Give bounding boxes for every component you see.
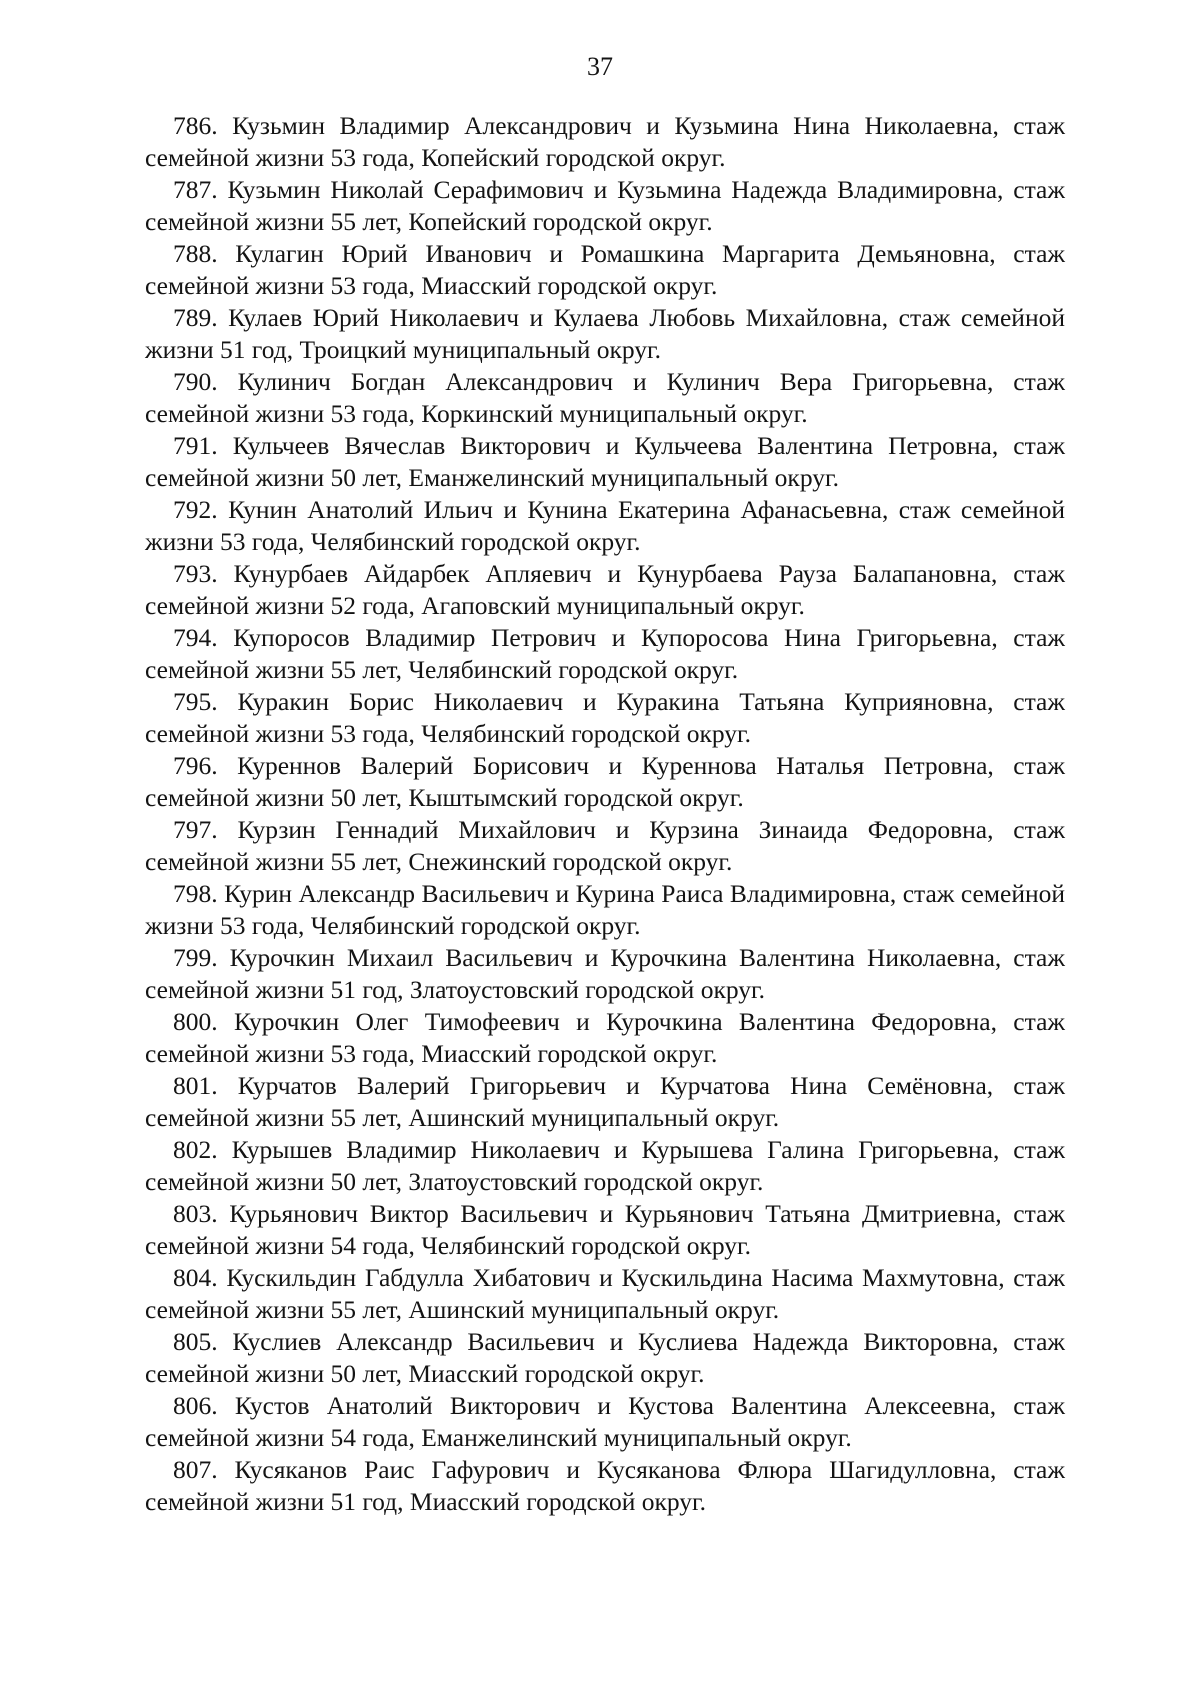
entry-text: Кускильдин Габдулла Хибатович и Кускильдина Насима Махмутовна, стаж семейной жизни 55 лет, Ашинский муниципальный округ. — [145, 1263, 1065, 1324]
entry-number: 806. — [173, 1391, 218, 1420]
entry-number: 791. — [173, 431, 218, 460]
entry-number: 789. — [173, 303, 218, 332]
list-item — [145, 1454, 1065, 1518]
entry-text: Кузьмин Владимир Александрович и Кузьмина Нина Николаевна, стаж семейной жизни 53 года, Копейский городской округ. — [145, 111, 1065, 172]
entry-number: 794. — [173, 623, 218, 652]
list-item — [145, 558, 1065, 622]
entry-text: Кузьмин Николай Серафимович и Кузьмина Надежда Владимировна, стаж семейной жизни 55 лет, Копейский городской округ. — [145, 175, 1065, 236]
list-item — [145, 366, 1065, 430]
list-item — [145, 878, 1065, 942]
list-item — [145, 174, 1065, 238]
entry-number: 787. — [173, 175, 218, 204]
list-item — [145, 1070, 1065, 1134]
list-item — [145, 686, 1065, 750]
entry-text: Курьянович Виктор Васильевич и Курьянович Татьяна Дмитриевна, стаж семейной жизни 54 года, Челябинский городской округ. — [145, 1199, 1066, 1260]
list-item — [145, 1326, 1065, 1390]
list-item — [145, 302, 1065, 366]
entry-text: Кустов Анатолий Викторович и Кустова Валентина Алексеевна, стаж семейной жизни 54 года, Еманжелинский муниципальный округ. — [145, 1391, 1065, 1452]
entry-number: 798. — [173, 879, 218, 908]
list-item — [145, 622, 1065, 686]
entry-text: Кунурбаев Айдарбек Апляевич и Кунурбаева Рауза Балапановна, стаж семейной жизни 52 года, Агаповский муниципальный округ. — [145, 559, 1065, 620]
entry-text: Курчатов Валерий Григорьевич и Курчатова Нина Семёновна, стаж семейной жизни 55 лет, Ашинский муниципальный округ. — [145, 1071, 1065, 1132]
entry-number: 805. — [173, 1327, 218, 1356]
entry-number: 797. — [173, 815, 218, 844]
page-number: 37 — [587, 52, 613, 81]
list-item — [145, 238, 1065, 302]
entry-text: Куслиев Александр Васильевич и Куслиева Надежда Викторовна, стаж семейной жизни 50 лет, Миасский городской округ. — [145, 1327, 1066, 1388]
list-item — [145, 814, 1065, 878]
entry-number: 802. — [173, 1135, 218, 1164]
entry-number: 796. — [173, 751, 218, 780]
entry-number: 790. — [173, 367, 218, 396]
entry-list — [145, 110, 1065, 1518]
entry-text: Купоросов Владимир Петрович и Купоросова Нина Григорьевна, стаж семейной жизни 55 лет, Челябинский городской округ. — [145, 623, 1065, 684]
list-item — [145, 430, 1065, 494]
entry-number: 804. — [173, 1263, 218, 1292]
entry-text: Курзин Геннадий Михайлович и Курзина Зинаида Федоровна, стаж семейной жизни 55 лет, Снежинский городской округ. — [145, 815, 1066, 876]
entry-number: 803. — [173, 1199, 218, 1228]
entry-text: Курочкин Олег Тимофеевич и Курочкина Валентина Федоровна, стаж семейной жизни 53 года, Миасский городской округ. — [145, 1007, 1066, 1068]
list-item — [145, 750, 1065, 814]
list-item — [145, 1390, 1065, 1454]
entry-text: Курин Александр Васильевич и Курина Раиса Владимировна, стаж семейной жизни 53 года, Челябинский городской округ. — [145, 879, 1066, 940]
entry-text: Кулинич Богдан Александрович и Кулинич Вера Григорьевна, стаж семейной жизни 53 года, Коркинский муниципальный округ. — [145, 367, 1065, 428]
entry-text: Кусяканов Раис Гафурович и Кусяканова Флюра Шагидулловна, стаж семейной жизни 51 год, Миасский городской округ. — [145, 1455, 1065, 1516]
entry-text: Кулаев Юрий Николаевич и Кулаева Любовь Михайловна, стаж семейной жизни 51 год, Троицкий муниципальный округ. — [145, 303, 1065, 364]
list-item — [145, 1198, 1065, 1262]
list-item — [145, 494, 1065, 558]
entry-number: 800. — [173, 1007, 218, 1036]
list-item — [145, 1262, 1065, 1326]
entry-text: Курышев Владимир Николаевич и Курышева Галина Григорьевна, стаж семейной жизни 50 лет, Златоустовский городской округ. — [145, 1135, 1066, 1196]
entry-number: 793. — [173, 559, 218, 588]
entry-number: 795. — [173, 687, 218, 716]
entry-text: Кунин Анатолий Ильич и Кунина Екатерина Афанасьевна, стаж семейной жизни 53 года, Челябинский городской округ. — [145, 495, 1066, 556]
entry-number: 792. — [173, 495, 218, 524]
entry-number: 807. — [173, 1455, 218, 1484]
entry-number: 801. — [173, 1071, 218, 1100]
entry-text: Куракин Борис Николаевич и Куракина Татьяна Куприяновна, стаж семейной жизни 53 года, Челябинский городской округ. — [145, 687, 1065, 748]
entry-number: 799. — [173, 943, 218, 972]
list-item — [145, 1006, 1065, 1070]
entry-text: Кульчеев Вячеслав Викторович и Кульчеева Валентина Петровна, стаж семейной жизни 50 лет, Еманжелинский муниципальный округ. — [145, 431, 1065, 492]
list-item — [145, 110, 1065, 174]
entry-text: Кулагин Юрий Иванович и Ромашкина Маргарита Демьяновна, стаж семейной жизни 53 года, Миасский городской округ. — [145, 239, 1066, 300]
entry-text: Курочкин Михаил Васильевич и Курочкина Валентина Николаевна, стаж семейной жизни 51 год, Златоустовский городской округ. — [145, 943, 1065, 1004]
entry-text: Куреннов Валерий Борисович и Куреннова Наталья Петровна, стаж семейной жизни 50 лет, Кыштымский городской округ. — [145, 751, 1065, 812]
entry-number: 788. — [173, 239, 218, 268]
list-item — [145, 942, 1065, 1006]
entry-number: 786. — [173, 111, 218, 140]
list-item — [145, 1134, 1065, 1198]
